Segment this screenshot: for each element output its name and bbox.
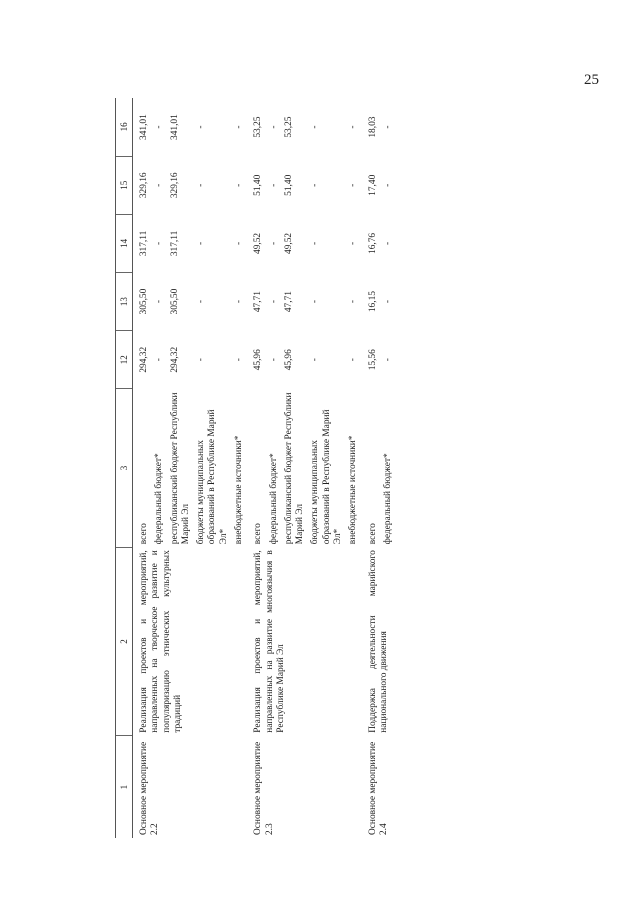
header-cell: 16 [116, 98, 133, 156]
header-cell: 12 [116, 331, 133, 389]
value-cell: 317,11 [169, 230, 180, 257]
value-cell: - [382, 241, 393, 245]
value-cell: - [268, 358, 279, 362]
value-cell: 49,52 [283, 232, 294, 254]
value-cell: 329,16 [139, 172, 149, 199]
value-cell: - [348, 241, 359, 245]
event-code-cell: Основное мероприятие 2.2 [139, 741, 161, 835]
value-cell: - [268, 241, 279, 245]
value-cell: - [348, 183, 359, 187]
value-cell: - [196, 300, 207, 304]
value-cell: 329,16 [169, 172, 180, 199]
event-title-cell: Реализация проектов и мероприятий, направленных на развитие многоязычия в Республике Марий Эл [253, 550, 286, 733]
value-cell: - [310, 183, 321, 187]
header-cell: 1 [116, 736, 133, 838]
funding-source-cell: внебюджетные источники* [348, 435, 359, 545]
funding-source-cell: бюджеты муниципальных образований в Республике Марий Эл* [310, 409, 343, 545]
value-cell: 45,96 [283, 349, 294, 371]
table-row [362, 98, 381, 838]
value-cell: - [382, 183, 393, 187]
value-cell: 18,03 [367, 116, 378, 138]
value-cell: - [196, 125, 207, 129]
value-cell: 317,11 [139, 230, 149, 257]
value-cell: - [196, 183, 207, 187]
value-cell: 305,50 [169, 288, 180, 315]
value-cell: 47,71 [253, 291, 264, 313]
value-cell: - [154, 183, 165, 187]
value-cell: - [310, 358, 321, 362]
funding-source-cell: всего [367, 523, 378, 545]
header-cell: 2 [116, 547, 133, 736]
value-cell: - [233, 241, 244, 245]
page-number: 25 [584, 72, 599, 88]
value-cell: - [154, 241, 165, 245]
value-cell: - [154, 358, 165, 362]
value-cell: - [268, 300, 279, 304]
table-row [247, 98, 266, 838]
value-cell: 16,15 [367, 291, 378, 313]
value-cell: - [196, 358, 207, 362]
event-title-cell: Поддержка деятельности марийского национального движения [367, 550, 389, 733]
funding-source-cell: бюджеты муниципальных образований в Республике Марий Эл* [196, 409, 229, 545]
value-cell: - [382, 358, 393, 362]
value-cell: 17,40 [367, 174, 378, 196]
value-cell: - [382, 125, 393, 129]
funding-source-cell: федеральный бюджет* [382, 453, 393, 545]
value-cell: - [348, 358, 359, 362]
event-code-cell: Основное мероприятие 2.4 [367, 741, 389, 835]
value-cell: - [268, 125, 279, 129]
value-cell: - [233, 300, 244, 304]
funding-source-cell: республиканский бюджет Республики Марий Эл [283, 392, 306, 545]
column-number-row [116, 98, 133, 838]
funding-source-cell: федеральный бюджет* [154, 453, 165, 545]
header-cell: 13 [116, 273, 133, 331]
funding-source-cell: республиканский бюджет Республики Марий Эл [169, 392, 191, 545]
value-cell: 305,50 [139, 288, 149, 315]
value-cell: 47,71 [283, 291, 294, 313]
funding-source-cell: всего [253, 523, 264, 545]
value-cell: - [154, 125, 165, 129]
value-cell: 341,01 [139, 114, 149, 140]
value-cell: 341,01 [169, 114, 180, 140]
table-body [133, 98, 397, 838]
value-cell: - [154, 300, 165, 304]
value-cell: 53,25 [253, 116, 264, 138]
value-cell: 294,32 [169, 346, 180, 373]
value-cell: - [348, 300, 359, 304]
value-cell: - [233, 183, 244, 187]
value-cell: - [310, 125, 321, 129]
value-cell: - [310, 300, 321, 304]
value-cell: - [382, 300, 393, 304]
rotated-table-container [115, 98, 535, 838]
event-title-cell: Реализация проектов и мероприятий, направленных на творческое развитие и популяризацию этнических культурных традиций [139, 550, 183, 733]
value-cell: 51,40 [283, 174, 294, 196]
value-cell: 49,52 [253, 232, 264, 254]
funding-source-cell: федеральный бюджет* [268, 453, 279, 545]
value-cell: 45,96 [253, 349, 264, 371]
budget-table [115, 98, 396, 838]
value-cell: - [233, 125, 244, 129]
value-cell: 294,32 [139, 346, 149, 373]
value-cell: 16,76 [367, 232, 378, 254]
header-cell: 14 [116, 214, 133, 272]
table-row [133, 98, 153, 838]
header-cell: 3 [116, 389, 133, 547]
value-cell: - [310, 241, 321, 245]
value-cell: - [233, 358, 244, 362]
event-code-cell: Основное мероприятие 2.3 [253, 741, 275, 835]
funding-source-cell: всего [139, 523, 149, 545]
value-cell: - [348, 125, 359, 129]
value-cell: - [196, 241, 207, 245]
value-cell: - [268, 183, 279, 187]
header-cell: 15 [116, 156, 133, 214]
value-cell: 15,56 [367, 349, 378, 371]
value-cell: 53,25 [283, 116, 294, 138]
value-cell: 51,40 [253, 174, 264, 196]
funding-source-cell: внебюджетные источники* [233, 435, 244, 545]
